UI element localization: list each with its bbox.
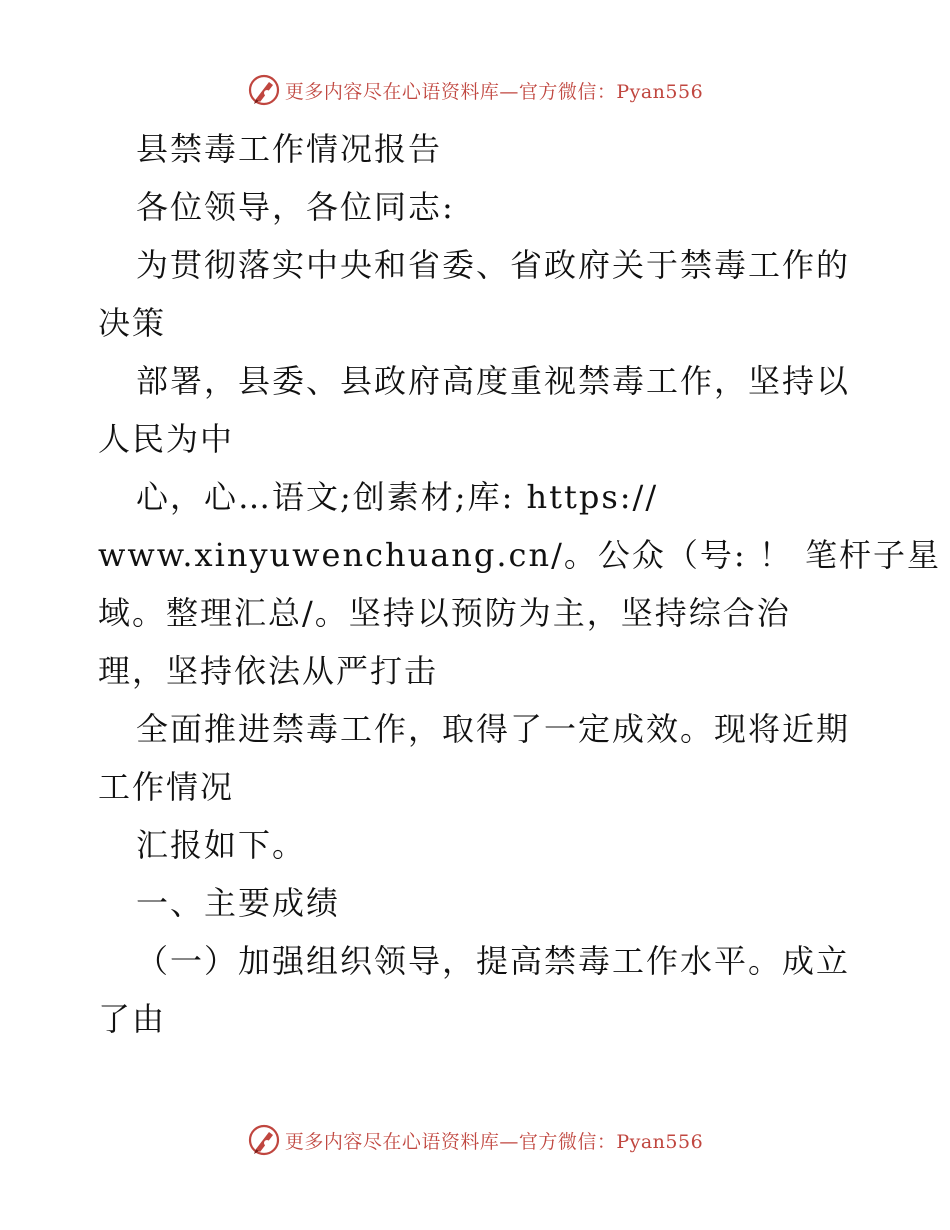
paragraph-line: 工作情况 bbox=[98, 768, 235, 806]
paragraph-line: 人民为中 bbox=[98, 420, 235, 458]
paragraph-line: www.xinyuwenchuang.cn/。公众（号: ！ 笔杆子星 bbox=[98, 536, 941, 574]
document-body bbox=[98, 120, 941, 1048]
pen-logo-icon bbox=[247, 1123, 281, 1157]
paragraph-line: 部署，县委、县政府高度重视禁毒工作，坚持以 bbox=[136, 362, 851, 400]
paragraph-line: 域。整理汇总/。坚持以预防为主，坚持综合治 bbox=[98, 594, 791, 632]
paragraph-line: （一）加强组织领导，提高禁毒工作水平。成立 bbox=[136, 942, 851, 980]
paragraph-line: 了由 bbox=[98, 1000, 167, 1038]
paragraph-line: 决策 bbox=[98, 304, 167, 342]
salutation: 各位领导，各位同志: bbox=[136, 188, 455, 226]
banner-text: 更多内容尽在心语资料库—官方微信：Pyan556 bbox=[284, 80, 704, 103]
section-heading: 一、主要成绩 bbox=[136, 884, 341, 922]
paragraph-line: 全面推进禁毒工作，取得了一定成效。现将近期 bbox=[136, 710, 851, 748]
banner-text: 更多内容尽在心语资料库—官方微信：Pyan556 bbox=[284, 1130, 704, 1153]
paragraph-line: 心，心…语文;创素材;库: https:// bbox=[136, 478, 659, 516]
header-banner bbox=[0, 70, 950, 110]
document-title: 县禁毒工作情况报告 bbox=[136, 130, 443, 168]
paragraph-line: 为贯彻落实中央和省委、省政府关于禁毒工作的 bbox=[136, 246, 851, 284]
paragraph-line: 汇报如下。 bbox=[136, 826, 307, 864]
paragraph-line: 理，坚持依法从严打击 bbox=[98, 652, 439, 690]
footer-banner bbox=[0, 1120, 950, 1160]
pen-logo-icon bbox=[247, 73, 281, 107]
